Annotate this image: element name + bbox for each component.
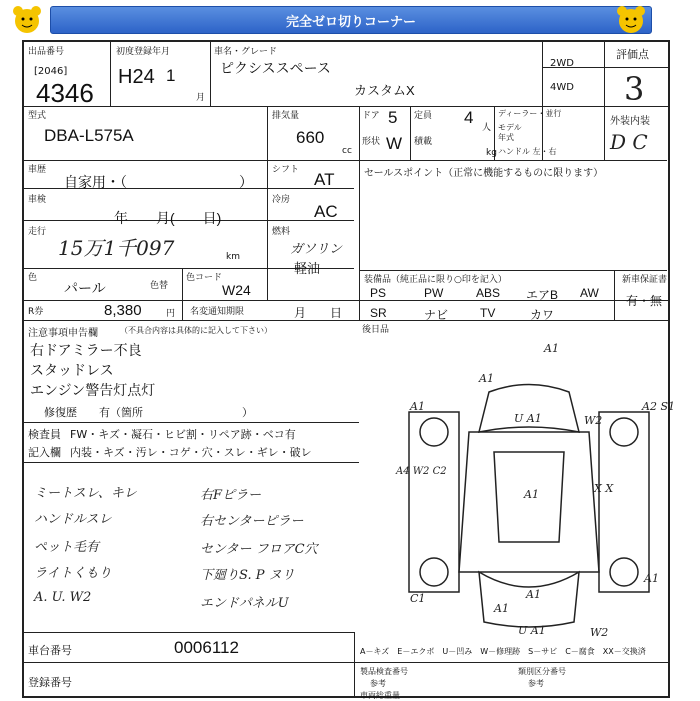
drive-4wd: 4WD [550, 82, 574, 93]
mark-11: A1 [494, 602, 509, 615]
load-label: 積載 [414, 137, 433, 147]
hw-right-4: 下廻りS. P ヌリ [200, 568, 295, 583]
cc-value: 660 [296, 128, 325, 147]
equip-abs: ABS [476, 286, 501, 300]
auction-sheet [22, 40, 675, 700]
warranty-label: 新車保証書 [622, 275, 668, 285]
car-grade: カスタムX [354, 83, 415, 98]
reg-month: 1 [166, 66, 176, 85]
doors-label: ドア [362, 111, 380, 121]
mark-13: W2 [590, 626, 609, 639]
equip-airbag: エアB [526, 288, 559, 302]
ac-value: AC [314, 202, 338, 221]
inspection-value: 年 月( 日) [114, 210, 222, 226]
lot-small: [2046] [34, 66, 68, 77]
car-name: ピクシススペース [220, 60, 331, 76]
mark-5: A2 S1 [642, 400, 675, 413]
equip-navi: ナビ [424, 308, 449, 322]
footer-c1: 製品検査番号 [360, 667, 408, 676]
mark-8: A1 [524, 488, 539, 501]
recycle-label: R券 [28, 307, 44, 317]
equip-tv: TV [480, 306, 496, 320]
history-value: 自家用・（ ） [64, 174, 253, 190]
ext-int-label: 外装内装 [610, 116, 650, 127]
load-unit: kg [486, 148, 497, 158]
report-line-2: スタッドレス [30, 363, 114, 379]
color-label: 色 [28, 273, 38, 283]
hw-right-2: 右センターピラー [200, 514, 304, 529]
hw-left-2: ハンドルスレ [34, 512, 112, 527]
fuel-label: 燃料 [272, 227, 291, 237]
color-code: W24 [222, 282, 251, 298]
equip-sr: SR [370, 306, 387, 320]
report-line-3: エンジン警告灯点灯 [30, 383, 156, 399]
mark-3: W2 [584, 414, 603, 427]
mark-2: U A1 [514, 412, 542, 425]
checker-row2: 内装・キズ・汚レ・コゲ・穴・スレ・ギレ・破レ [70, 446, 312, 459]
hw-left-3: ペット毛有 [34, 540, 100, 555]
reg-label: 初度登録年月 [116, 47, 171, 57]
equip-aw: AW [580, 286, 599, 300]
footer-c4: 参考 [528, 679, 544, 688]
handle-label: ハンドル 左・右 [498, 147, 557, 156]
hw-right-3: センター フロアC穴 [200, 542, 318, 557]
history-label: 車歴 [28, 165, 47, 175]
model-year-label2: 年式 [498, 133, 514, 142]
rating-value: 3 [624, 70, 645, 108]
hw-left-5: A. U. W2 [34, 590, 92, 605]
hw-right-1: 右Fピラー [200, 488, 262, 503]
mark-7: X X [594, 482, 614, 495]
reg-month-unit: 月 [196, 93, 206, 103]
equip-label: 装備品（純正品に限り○印を記入） [364, 275, 507, 285]
dealer-label: ディーラー・並行 [498, 109, 562, 118]
hw-right-5: エンドパネルU [200, 596, 289, 611]
capacity-label: 定員 [414, 111, 433, 121]
model-value: DBA-L575A [44, 126, 134, 145]
chassis-label: 車台番号 [28, 644, 72, 657]
report-note: （不具合内容は具体的に記入して下さい） [120, 326, 272, 335]
chassis-value: 0006112 [174, 638, 239, 657]
equip-pw: PW [424, 286, 444, 300]
color-code-label: 色コード [186, 273, 223, 283]
mascot-left-icon [10, 3, 44, 37]
cc-unit: cc [342, 146, 352, 156]
equip-leather: カワ [530, 308, 555, 322]
mark-6: A4 W2 C2 [396, 466, 447, 477]
reg-year: H24 [118, 66, 155, 88]
banner-title: 完全ゼロ切りコーナー [50, 6, 652, 34]
drive-2wd: 2WD [550, 58, 574, 69]
shift-label: シフト [272, 165, 300, 175]
footer-c2: 参考 [370, 679, 386, 688]
model-year-label1: モデル [498, 123, 522, 132]
car-label: 車名・グレード [214, 47, 278, 57]
color-change-label: 色替 [150, 281, 169, 291]
hw-left-4: ライトくもり [34, 566, 112, 581]
model-label: 型式 [28, 111, 47, 121]
fuel-value1: ガソリン [290, 242, 343, 257]
legend: A－キズ E－エクボ U－凹み W－修理跡 S－サビ C－腐食 XX－交換済 [360, 647, 646, 656]
mark-9: A1 [644, 572, 659, 585]
mark-1: A1 [479, 372, 494, 385]
rating-label: 評価点 [616, 48, 649, 61]
shape-label: 形状 [362, 137, 381, 147]
recycle-unit: 円 [166, 309, 176, 319]
aftermarket-label: 後日品 [362, 325, 390, 335]
inspection-label: 車検 [28, 195, 47, 205]
report-line-1: 右ドアミラー不良 [30, 343, 142, 359]
checker-row1: FW・キズ・凝石・ヒビ割・リペア跡・ベコ有 [70, 428, 296, 441]
checker-label: 検査員 [28, 428, 61, 441]
transfer-label: 名変通知期限 [190, 307, 245, 317]
mascot-right-icon [614, 3, 648, 37]
hw-left-1: ミートスレ、キレ [34, 486, 137, 501]
cc-label: 排気量 [272, 111, 300, 121]
color-value: パール [64, 280, 106, 296]
equip-ps: PS [370, 286, 387, 300]
lot-number: 4346 [36, 78, 94, 108]
mark-4: A1 [410, 400, 425, 413]
recycle-value: 8,380 [104, 302, 142, 319]
sales-label: セールスポイント（正常に機能するものに限ります） [364, 168, 604, 179]
lot-label: 出品番号 [28, 47, 65, 57]
warranty-value: 有・無 [626, 294, 663, 308]
footer-c5: 車両総重量 [360, 691, 400, 700]
capacity-value: 4 [464, 108, 474, 127]
mileage-label: 走行 [28, 227, 47, 237]
mark-10: A1 [526, 588, 541, 601]
mark-14: C1 [410, 592, 426, 605]
report-label: 注意事項申告欄 [28, 328, 98, 339]
checker-label2: 記入欄 [28, 446, 61, 459]
shape-value: W [386, 134, 403, 153]
mark-12: U A1 [518, 624, 546, 637]
footer-c3: 類別区分番号 [518, 667, 566, 676]
capacity-unit: 人 [482, 123, 492, 133]
ac-label: 冷房 [272, 195, 291, 205]
doors-value: 5 [388, 108, 398, 127]
registration-label: 登録番号 [28, 676, 72, 689]
transfer-unit: 月 日 [294, 306, 343, 320]
mileage-unit: km [226, 252, 240, 262]
shift-value: AT [314, 170, 335, 189]
repair-history: 修復歴 有（箇所 ） [44, 406, 253, 419]
mark-15: A1 [544, 342, 559, 355]
ext-int-value: D C [610, 130, 648, 154]
mileage-value: 15万1千097 [58, 236, 175, 260]
fuel-value2: 軽油 [294, 261, 321, 276]
